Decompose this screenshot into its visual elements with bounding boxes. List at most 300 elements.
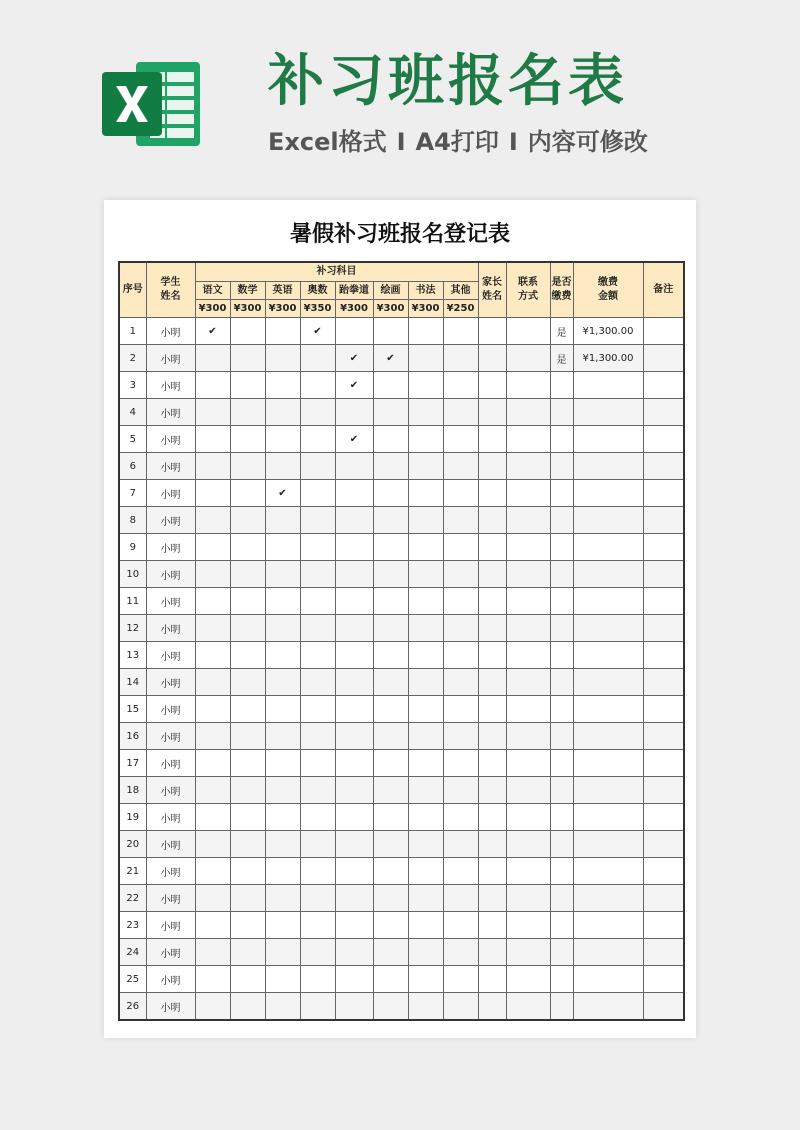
row-subject-cell[interactable]	[230, 561, 265, 588]
row-parent-name[interactable]	[478, 642, 506, 669]
row-subject-cell[interactable]	[335, 912, 373, 939]
row-subject-cell[interactable]	[195, 534, 230, 561]
row-student-name[interactable]: 小明	[146, 696, 195, 723]
row-subject-cell[interactable]	[300, 561, 335, 588]
row-parent-name[interactable]	[478, 372, 506, 399]
row-subject-cell[interactable]	[300, 885, 335, 912]
row-paid[interactable]	[550, 534, 573, 561]
row-parent-name[interactable]	[478, 588, 506, 615]
row-remark[interactable]	[643, 615, 684, 642]
row-subject-cell[interactable]	[230, 642, 265, 669]
row-subject-cell[interactable]	[230, 966, 265, 993]
row-remark[interactable]	[643, 588, 684, 615]
row-amount[interactable]	[573, 858, 643, 885]
row-subject-cell[interactable]	[335, 966, 373, 993]
row-subject-cell[interactable]	[195, 453, 230, 480]
row-subject-cell[interactable]	[373, 993, 408, 1021]
row-subject-cell[interactable]	[300, 615, 335, 642]
row-subject-cell[interactable]	[335, 750, 373, 777]
row-subject-cell[interactable]	[443, 723, 478, 750]
row-subject-cell[interactable]	[443, 669, 478, 696]
row-subject-cell[interactable]	[195, 642, 230, 669]
row-subject-cell[interactable]	[408, 561, 443, 588]
row-subject-cell[interactable]	[265, 642, 300, 669]
row-remark[interactable]	[643, 534, 684, 561]
row-subject-cell[interactable]	[373, 858, 408, 885]
row-subject-cell[interactable]	[408, 534, 443, 561]
row-subject-cell[interactable]	[265, 372, 300, 399]
row-subject-cell[interactable]	[195, 777, 230, 804]
row-parent-name[interactable]	[478, 534, 506, 561]
row-subject-cell[interactable]	[300, 993, 335, 1021]
row-subject-cell[interactable]	[265, 507, 300, 534]
row-student-name[interactable]: 小明	[146, 750, 195, 777]
row-subject-cell[interactable]	[265, 669, 300, 696]
check-mark-icon[interactable]: ✔	[335, 345, 373, 372]
row-subject-cell[interactable]	[443, 588, 478, 615]
row-subject-cell[interactable]	[373, 318, 408, 345]
row-paid[interactable]	[550, 804, 573, 831]
row-student-name[interactable]: 小明	[146, 534, 195, 561]
row-subject-cell[interactable]	[230, 534, 265, 561]
row-subject-cell[interactable]	[373, 453, 408, 480]
row-contact[interactable]	[506, 615, 550, 642]
row-remark[interactable]	[643, 453, 684, 480]
row-subject-cell[interactable]	[230, 399, 265, 426]
row-subject-cell[interactable]	[195, 372, 230, 399]
row-subject-cell[interactable]	[265, 939, 300, 966]
row-contact[interactable]	[506, 453, 550, 480]
row-subject-cell[interactable]	[408, 453, 443, 480]
row-remark[interactable]	[643, 561, 684, 588]
row-subject-cell[interactable]	[373, 399, 408, 426]
row-subject-cell[interactable]	[408, 318, 443, 345]
row-paid[interactable]	[550, 993, 573, 1021]
row-remark[interactable]	[643, 372, 684, 399]
row-subject-cell[interactable]	[373, 831, 408, 858]
row-student-name[interactable]: 小明	[146, 399, 195, 426]
row-subject-cell[interactable]	[335, 588, 373, 615]
row-remark[interactable]	[643, 912, 684, 939]
row-subject-cell[interactable]	[373, 777, 408, 804]
row-amount[interactable]	[573, 993, 643, 1021]
row-remark[interactable]	[643, 696, 684, 723]
row-subject-cell[interactable]	[443, 858, 478, 885]
row-paid[interactable]	[550, 453, 573, 480]
row-paid[interactable]	[550, 912, 573, 939]
row-subject-cell[interactable]	[195, 831, 230, 858]
row-subject-cell[interactable]	[443, 831, 478, 858]
row-remark[interactable]	[643, 831, 684, 858]
row-subject-cell[interactable]	[230, 804, 265, 831]
row-subject-cell[interactable]	[230, 831, 265, 858]
row-subject-cell[interactable]	[300, 399, 335, 426]
row-paid[interactable]	[550, 750, 573, 777]
row-subject-cell[interactable]	[230, 318, 265, 345]
row-subject-cell[interactable]	[408, 480, 443, 507]
row-subject-cell[interactable]	[195, 399, 230, 426]
row-parent-name[interactable]	[478, 723, 506, 750]
row-paid[interactable]	[550, 723, 573, 750]
row-student-name[interactable]: 小明	[146, 777, 195, 804]
row-parent-name[interactable]	[478, 939, 506, 966]
row-contact[interactable]	[506, 939, 550, 966]
row-subject-cell[interactable]	[265, 696, 300, 723]
row-student-name[interactable]: 小明	[146, 561, 195, 588]
row-subject-cell[interactable]	[408, 966, 443, 993]
row-subject-cell[interactable]	[230, 858, 265, 885]
row-subject-cell[interactable]	[408, 399, 443, 426]
row-paid[interactable]: 是	[550, 345, 573, 372]
row-parent-name[interactable]	[478, 426, 506, 453]
row-subject-cell[interactable]	[335, 831, 373, 858]
row-subject-cell[interactable]	[408, 615, 443, 642]
row-amount[interactable]	[573, 588, 643, 615]
row-remark[interactable]	[643, 750, 684, 777]
row-contact[interactable]	[506, 642, 550, 669]
row-subject-cell[interactable]	[408, 642, 443, 669]
row-subject-cell[interactable]	[335, 642, 373, 669]
row-subject-cell[interactable]	[300, 453, 335, 480]
check-mark-icon[interactable]: ✔	[265, 480, 300, 507]
row-subject-cell[interactable]	[408, 372, 443, 399]
row-student-name[interactable]: 小明	[146, 831, 195, 858]
row-student-name[interactable]: 小明	[146, 993, 195, 1021]
row-subject-cell[interactable]	[408, 777, 443, 804]
row-subject-cell[interactable]	[408, 507, 443, 534]
row-subject-cell[interactable]	[195, 669, 230, 696]
row-parent-name[interactable]	[478, 696, 506, 723]
row-subject-cell[interactable]	[335, 561, 373, 588]
row-subject-cell[interactable]	[443, 885, 478, 912]
row-remark[interactable]	[643, 939, 684, 966]
row-subject-cell[interactable]	[300, 831, 335, 858]
row-student-name[interactable]: 小明	[146, 912, 195, 939]
row-subject-cell[interactable]	[265, 426, 300, 453]
row-parent-name[interactable]	[478, 858, 506, 885]
row-subject-cell[interactable]	[335, 669, 373, 696]
row-subject-cell[interactable]	[230, 993, 265, 1021]
row-subject-cell[interactable]	[335, 453, 373, 480]
row-student-name[interactable]: 小明	[146, 372, 195, 399]
row-parent-name[interactable]	[478, 453, 506, 480]
row-paid[interactable]: 是	[550, 318, 573, 345]
row-subject-cell[interactable]	[443, 372, 478, 399]
row-student-name[interactable]: 小明	[146, 588, 195, 615]
row-subject-cell[interactable]	[335, 399, 373, 426]
row-subject-cell[interactable]	[265, 993, 300, 1021]
row-paid[interactable]	[550, 831, 573, 858]
row-subject-cell[interactable]	[373, 750, 408, 777]
row-contact[interactable]	[506, 318, 550, 345]
row-contact[interactable]	[506, 480, 550, 507]
row-subject-cell[interactable]	[443, 399, 478, 426]
row-subject-cell[interactable]	[300, 858, 335, 885]
row-subject-cell[interactable]	[335, 507, 373, 534]
row-amount[interactable]	[573, 561, 643, 588]
row-amount[interactable]	[573, 480, 643, 507]
row-amount[interactable]	[573, 885, 643, 912]
row-subject-cell[interactable]	[408, 426, 443, 453]
row-subject-cell[interactable]	[300, 642, 335, 669]
row-subject-cell[interactable]	[230, 885, 265, 912]
row-subject-cell[interactable]	[373, 966, 408, 993]
row-amount[interactable]	[573, 939, 643, 966]
row-subject-cell[interactable]	[408, 939, 443, 966]
row-contact[interactable]	[506, 723, 550, 750]
row-remark[interactable]	[643, 777, 684, 804]
check-mark-icon[interactable]: ✔	[335, 426, 373, 453]
row-subject-cell[interactable]	[265, 966, 300, 993]
row-subject-cell[interactable]	[408, 831, 443, 858]
row-subject-cell[interactable]	[443, 534, 478, 561]
row-subject-cell[interactable]	[443, 453, 478, 480]
row-amount[interactable]	[573, 831, 643, 858]
row-subject-cell[interactable]	[443, 993, 478, 1021]
row-paid[interactable]	[550, 372, 573, 399]
row-subject-cell[interactable]	[443, 318, 478, 345]
row-amount[interactable]	[573, 372, 643, 399]
row-subject-cell[interactable]	[373, 615, 408, 642]
row-subject-cell[interactable]	[335, 939, 373, 966]
row-contact[interactable]	[506, 588, 550, 615]
row-subject-cell[interactable]	[195, 480, 230, 507]
row-remark[interactable]	[643, 318, 684, 345]
row-subject-cell[interactable]	[300, 669, 335, 696]
row-subject-cell[interactable]	[373, 372, 408, 399]
row-subject-cell[interactable]	[265, 561, 300, 588]
row-contact[interactable]	[506, 345, 550, 372]
row-student-name[interactable]: 小明	[146, 507, 195, 534]
row-contact[interactable]	[506, 750, 550, 777]
row-student-name[interactable]: 小明	[146, 480, 195, 507]
row-subject-cell[interactable]	[408, 696, 443, 723]
row-subject-cell[interactable]	[335, 318, 373, 345]
row-parent-name[interactable]	[478, 750, 506, 777]
row-paid[interactable]	[550, 480, 573, 507]
row-subject-cell[interactable]	[265, 804, 300, 831]
row-parent-name[interactable]	[478, 966, 506, 993]
row-subject-cell[interactable]	[373, 939, 408, 966]
row-student-name[interactable]: 小明	[146, 885, 195, 912]
row-contact[interactable]	[506, 507, 550, 534]
row-subject-cell[interactable]	[443, 912, 478, 939]
row-subject-cell[interactable]	[373, 669, 408, 696]
row-subject-cell[interactable]	[195, 939, 230, 966]
row-paid[interactable]	[550, 696, 573, 723]
check-mark-icon[interactable]: ✔	[335, 372, 373, 399]
row-subject-cell[interactable]	[408, 885, 443, 912]
row-subject-cell[interactable]	[443, 426, 478, 453]
row-subject-cell[interactable]	[443, 750, 478, 777]
row-contact[interactable]	[506, 912, 550, 939]
row-remark[interactable]	[643, 885, 684, 912]
row-subject-cell[interactable]	[300, 588, 335, 615]
row-subject-cell[interactable]	[335, 804, 373, 831]
row-subject-cell[interactable]	[373, 588, 408, 615]
row-subject-cell[interactable]	[335, 480, 373, 507]
row-student-name[interactable]: 小明	[146, 723, 195, 750]
row-subject-cell[interactable]	[195, 858, 230, 885]
row-subject-cell[interactable]	[373, 642, 408, 669]
row-subject-cell[interactable]	[265, 399, 300, 426]
row-subject-cell[interactable]	[230, 507, 265, 534]
row-remark[interactable]	[643, 345, 684, 372]
row-parent-name[interactable]	[478, 507, 506, 534]
row-subject-cell[interactable]	[230, 669, 265, 696]
row-paid[interactable]	[550, 858, 573, 885]
row-student-name[interactable]: 小明	[146, 804, 195, 831]
row-subject-cell[interactable]	[335, 858, 373, 885]
row-subject-cell[interactable]	[443, 696, 478, 723]
row-subject-cell[interactable]	[265, 858, 300, 885]
row-subject-cell[interactable]	[300, 750, 335, 777]
row-subject-cell[interactable]	[300, 372, 335, 399]
row-subject-cell[interactable]	[195, 696, 230, 723]
row-subject-cell[interactable]	[265, 534, 300, 561]
row-subject-cell[interactable]	[265, 723, 300, 750]
row-parent-name[interactable]	[478, 777, 506, 804]
row-subject-cell[interactable]	[265, 615, 300, 642]
row-paid[interactable]	[550, 777, 573, 804]
row-contact[interactable]	[506, 534, 550, 561]
row-remark[interactable]	[643, 966, 684, 993]
row-student-name[interactable]: 小明	[146, 453, 195, 480]
row-subject-cell[interactable]	[373, 912, 408, 939]
row-subject-cell[interactable]	[408, 669, 443, 696]
row-paid[interactable]	[550, 588, 573, 615]
row-subject-cell[interactable]	[230, 426, 265, 453]
check-mark-icon[interactable]: ✔	[373, 345, 408, 372]
row-subject-cell[interactable]	[230, 750, 265, 777]
row-subject-cell[interactable]	[443, 966, 478, 993]
row-paid[interactable]	[550, 669, 573, 696]
row-subject-cell[interactable]	[335, 777, 373, 804]
row-subject-cell[interactable]	[195, 561, 230, 588]
row-parent-name[interactable]	[478, 561, 506, 588]
row-amount[interactable]	[573, 453, 643, 480]
row-contact[interactable]	[506, 696, 550, 723]
row-subject-cell[interactable]	[230, 480, 265, 507]
row-subject-cell[interactable]	[195, 966, 230, 993]
row-amount[interactable]: ¥1,300.00	[573, 345, 643, 372]
row-subject-cell[interactable]	[373, 804, 408, 831]
row-subject-cell[interactable]	[195, 750, 230, 777]
row-subject-cell[interactable]	[443, 642, 478, 669]
row-parent-name[interactable]	[478, 615, 506, 642]
row-subject-cell[interactable]	[373, 723, 408, 750]
row-paid[interactable]	[550, 615, 573, 642]
row-subject-cell[interactable]	[335, 696, 373, 723]
row-subject-cell[interactable]	[335, 993, 373, 1021]
row-subject-cell[interactable]	[230, 372, 265, 399]
row-subject-cell[interactable]	[230, 696, 265, 723]
row-subject-cell[interactable]	[443, 480, 478, 507]
row-paid[interactable]	[550, 885, 573, 912]
row-contact[interactable]	[506, 804, 550, 831]
row-subject-cell[interactable]	[408, 804, 443, 831]
row-parent-name[interactable]	[478, 993, 506, 1021]
row-subject-cell[interactable]	[265, 912, 300, 939]
row-parent-name[interactable]	[478, 480, 506, 507]
row-parent-name[interactable]	[478, 399, 506, 426]
row-contact[interactable]	[506, 777, 550, 804]
row-amount[interactable]	[573, 777, 643, 804]
row-subject-cell[interactable]	[195, 723, 230, 750]
row-subject-cell[interactable]	[265, 885, 300, 912]
row-amount[interactable]	[573, 426, 643, 453]
row-paid[interactable]	[550, 399, 573, 426]
row-amount[interactable]	[573, 912, 643, 939]
row-subject-cell[interactable]	[373, 507, 408, 534]
row-subject-cell[interactable]	[443, 939, 478, 966]
row-student-name[interactable]: 小明	[146, 939, 195, 966]
row-subject-cell[interactable]	[195, 993, 230, 1021]
row-subject-cell[interactable]	[373, 885, 408, 912]
row-subject-cell[interactable]	[300, 426, 335, 453]
row-subject-cell[interactable]	[230, 777, 265, 804]
row-remark[interactable]	[643, 669, 684, 696]
row-subject-cell[interactable]	[408, 912, 443, 939]
row-parent-name[interactable]	[478, 804, 506, 831]
row-subject-cell[interactable]	[230, 615, 265, 642]
row-remark[interactable]	[643, 480, 684, 507]
row-amount[interactable]	[573, 399, 643, 426]
row-subject-cell[interactable]	[265, 777, 300, 804]
row-subject-cell[interactable]	[230, 912, 265, 939]
row-amount[interactable]	[573, 966, 643, 993]
row-remark[interactable]	[643, 399, 684, 426]
row-subject-cell[interactable]	[335, 723, 373, 750]
row-subject-cell[interactable]	[265, 750, 300, 777]
row-subject-cell[interactable]	[300, 777, 335, 804]
row-subject-cell[interactable]	[335, 885, 373, 912]
row-student-name[interactable]: 小明	[146, 966, 195, 993]
row-student-name[interactable]: 小明	[146, 642, 195, 669]
row-parent-name[interactable]	[478, 345, 506, 372]
row-subject-cell[interactable]	[373, 426, 408, 453]
row-subject-cell[interactable]	[195, 885, 230, 912]
row-subject-cell[interactable]	[373, 534, 408, 561]
row-remark[interactable]	[643, 723, 684, 750]
row-parent-name[interactable]	[478, 885, 506, 912]
row-remark[interactable]	[643, 642, 684, 669]
row-contact[interactable]	[506, 966, 550, 993]
row-contact[interactable]	[506, 372, 550, 399]
row-subject-cell[interactable]	[195, 426, 230, 453]
row-paid[interactable]	[550, 426, 573, 453]
row-student-name[interactable]: 小明	[146, 615, 195, 642]
row-subject-cell[interactable]	[265, 588, 300, 615]
row-paid[interactable]	[550, 561, 573, 588]
row-subject-cell[interactable]	[300, 696, 335, 723]
row-paid[interactable]	[550, 966, 573, 993]
row-parent-name[interactable]	[478, 912, 506, 939]
row-subject-cell[interactable]	[443, 561, 478, 588]
row-amount[interactable]	[573, 615, 643, 642]
row-subject-cell[interactable]	[373, 480, 408, 507]
row-remark[interactable]	[643, 993, 684, 1021]
row-subject-cell[interactable]	[408, 993, 443, 1021]
row-contact[interactable]	[506, 426, 550, 453]
check-mark-icon[interactable]: ✔	[300, 318, 335, 345]
row-subject-cell[interactable]	[265, 318, 300, 345]
row-subject-cell[interactable]	[373, 696, 408, 723]
row-subject-cell[interactable]	[443, 777, 478, 804]
row-contact[interactable]	[506, 561, 550, 588]
row-subject-cell[interactable]	[300, 480, 335, 507]
row-subject-cell[interactable]	[300, 966, 335, 993]
